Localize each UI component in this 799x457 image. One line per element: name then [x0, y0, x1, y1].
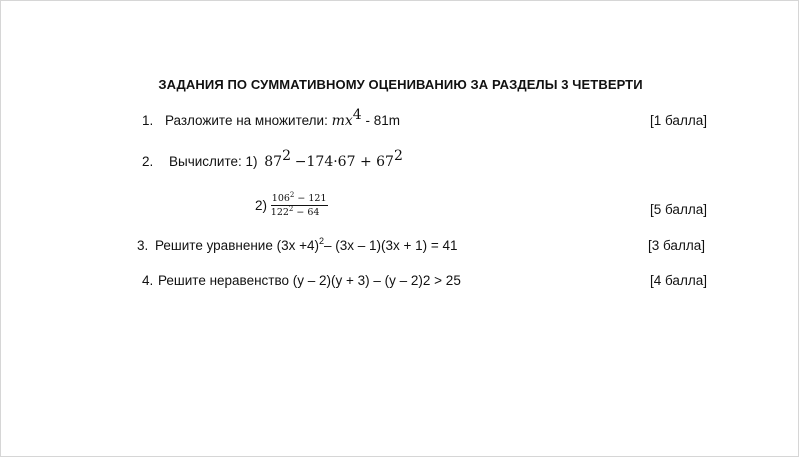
- task-2-part2: [255, 193, 328, 218]
- task-1-text: [165, 107, 400, 129]
- task-2-points: [5 балла]: [650, 202, 707, 217]
- numerator-rest: − 121: [294, 193, 327, 204]
- denominator-base: 122: [270, 207, 289, 218]
- task-4-points: [4 балла]: [650, 273, 707, 288]
- numerator-exponent: 2: [289, 191, 295, 199]
- task-4-number: 4.: [142, 273, 154, 288]
- task-2-part1-base: 87: [264, 154, 283, 170]
- fraction-denominator: [271, 206, 328, 218]
- task-3-exponent: 2: [318, 236, 324, 246]
- task-1-points: [1 балла]: [650, 113, 707, 128]
- task-1-number: 1.: [142, 113, 154, 128]
- task-1-expression-rest: - 81m: [365, 113, 400, 128]
- task-2-part1-exp1: 2: [282, 148, 292, 164]
- fraction-numerator: [271, 193, 328, 206]
- task-2-part1-exp2: 2: [393, 148, 403, 164]
- document-title: ЗАДАНИЯ ПО СУММАТИВНОМУ ОЦЕНИВАНИЮ ЗА РАЗДЕЛЫ 3 ЧЕТВЕРТИ: [158, 77, 643, 92]
- task-2-part1-middle: −174·67 + 67: [294, 154, 394, 170]
- task-3-text: [155, 238, 458, 253]
- task-3-points: [3 балла]: [648, 238, 705, 253]
- task-4-text: Решите неравенство (y – 2)(y + 3) – (y – 2)2 > 25: [158, 273, 461, 288]
- task-3-text-after: – (3x – 1)(3x + 1) = 41: [324, 238, 458, 253]
- task-2-instruction: Вычислите: 1): [169, 154, 258, 169]
- task-3-number: 3.: [137, 238, 149, 253]
- task-1-instruction: Разложите на множители:: [165, 113, 328, 128]
- task-2-fraction: [271, 193, 328, 218]
- denominator-exponent: 2: [288, 205, 294, 213]
- numerator-base: 106: [271, 193, 290, 204]
- task-2-text: [169, 148, 403, 170]
- task-3-text-before: Решите уравнение (3x +4): [155, 238, 319, 253]
- task-1-expression-exponent: 4: [352, 107, 362, 123]
- task-1-expression-variable: mx: [331, 113, 353, 129]
- task-2-part2-label: 2): [255, 198, 268, 213]
- denominator-rest: − 64: [293, 207, 320, 218]
- task-2-number: 2.: [142, 154, 154, 169]
